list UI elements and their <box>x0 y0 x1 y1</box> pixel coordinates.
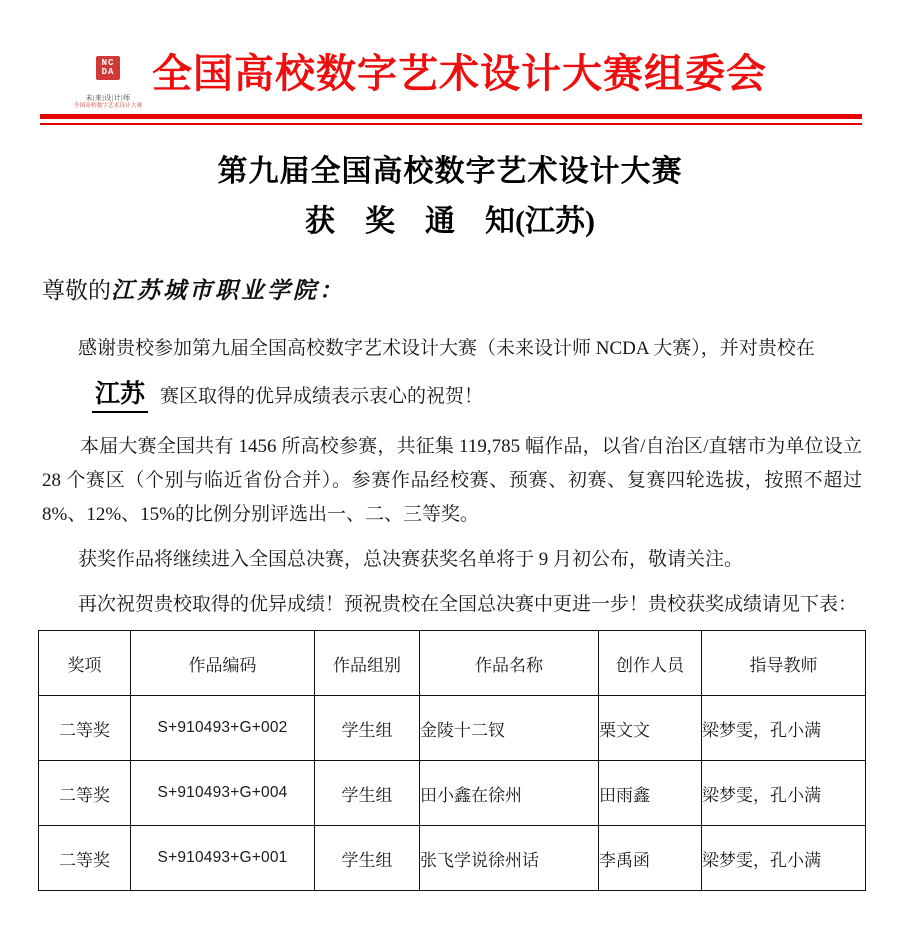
header-divider-rule <box>40 114 862 125</box>
paragraph-finals-notice: 获奖作品将继续进入全国总决赛，总决赛获奖名单将于 9 月初公布，敬请关注。 <box>78 549 744 570</box>
cell-advisors: 梁梦雯，孔小满 <box>702 826 866 891</box>
table-row <box>39 826 866 891</box>
salutation-line <box>42 272 345 305</box>
cell-work-title: 金陵十二钗 <box>420 696 599 761</box>
logo-subtitle: 未|来|设|计|师 <box>85 94 131 102</box>
logo-tagline: 全国高校数字艺术设计大赛 <box>73 103 143 109</box>
table-row <box>39 761 866 826</box>
document-title-line1: 第九届全国高校数字艺术设计大赛 <box>217 155 683 188</box>
header-award: 奖项 <box>39 631 131 696</box>
salutation-prefix: 尊敬的 <box>42 278 111 303</box>
cell-advisors: 梁梦雯，孔小满 <box>702 761 866 826</box>
cell-work-title: 田小鑫在徐州 <box>420 761 599 826</box>
cell-award: 二等奖 <box>39 761 131 826</box>
paragraph-congrats-table-intro: 再次祝贺贵校取得的优异成绩！预祝贵校在全国总决赛中更进一步！贵校获奖成绩请见下表： <box>78 594 858 615</box>
region-congrats-line <box>42 374 483 413</box>
cell-group: 学生组 <box>315 826 420 891</box>
table-row <box>39 696 866 761</box>
region-name-underlined: 江苏 <box>92 374 148 413</box>
paragraph-statistics: 本届大赛全国共有 1456 所高校参赛，共征集 119,785 幅作品，以省/自治区/直辖市为单位设立 28 个赛区（个别与临近省份合并）。参赛作品经校赛、预赛、初赛、复赛四轮选拔，按照不超过 8%、12%、15%的比例分别评选出一、二、三等奖。 <box>42 436 862 525</box>
awards-table <box>38 630 866 891</box>
cell-creators: 栗文文 <box>599 696 702 761</box>
cell-creators: 田雨鑫 <box>599 761 702 826</box>
paragraph-thanks: 感谢贵校参加第九届全国高校数字艺术设计大赛（未来设计师 NCDA 大赛），并对贵校在 <box>78 338 815 359</box>
organization-title: 全国高校数字艺术设计大赛组委会 <box>152 51 767 96</box>
logo-glyph-top: NC <box>101 58 115 68</box>
logo-glyph-bottom: DA <box>101 67 115 77</box>
cell-creators: 李禹函 <box>599 826 702 891</box>
cell-work-code: S+910493+G+002 <box>131 696 315 761</box>
school-name: 江苏城市职业学院： <box>111 278 345 303</box>
cell-work-title: 张飞学说徐州话 <box>420 826 599 891</box>
cell-group: 学生组 <box>315 696 420 761</box>
ncda-logo-icon <box>96 56 120 80</box>
cell-award: 二等奖 <box>39 826 131 891</box>
document-title-line2: 获 奖 通 知(江苏) <box>305 205 595 238</box>
header-creators: 创作人员 <box>599 631 702 696</box>
cell-advisors: 梁梦雯，孔小满 <box>702 696 866 761</box>
header-work-title: 作品名称 <box>420 631 599 696</box>
header-group: 作品组别 <box>315 631 420 696</box>
region-congrats-text: 赛区取得的优异成绩表示衷心的祝贺！ <box>160 386 484 407</box>
competition-logo <box>70 56 146 110</box>
cell-award: 二等奖 <box>39 696 131 761</box>
cell-work-code: S+910493+G+004 <box>131 761 315 826</box>
cell-work-code: S+910493+G+001 <box>131 826 315 891</box>
cell-group: 学生组 <box>315 761 420 826</box>
header-work-code: 作品编码 <box>131 631 315 696</box>
header-advisors: 指导教师 <box>702 631 866 696</box>
table-header-row <box>39 631 866 696</box>
